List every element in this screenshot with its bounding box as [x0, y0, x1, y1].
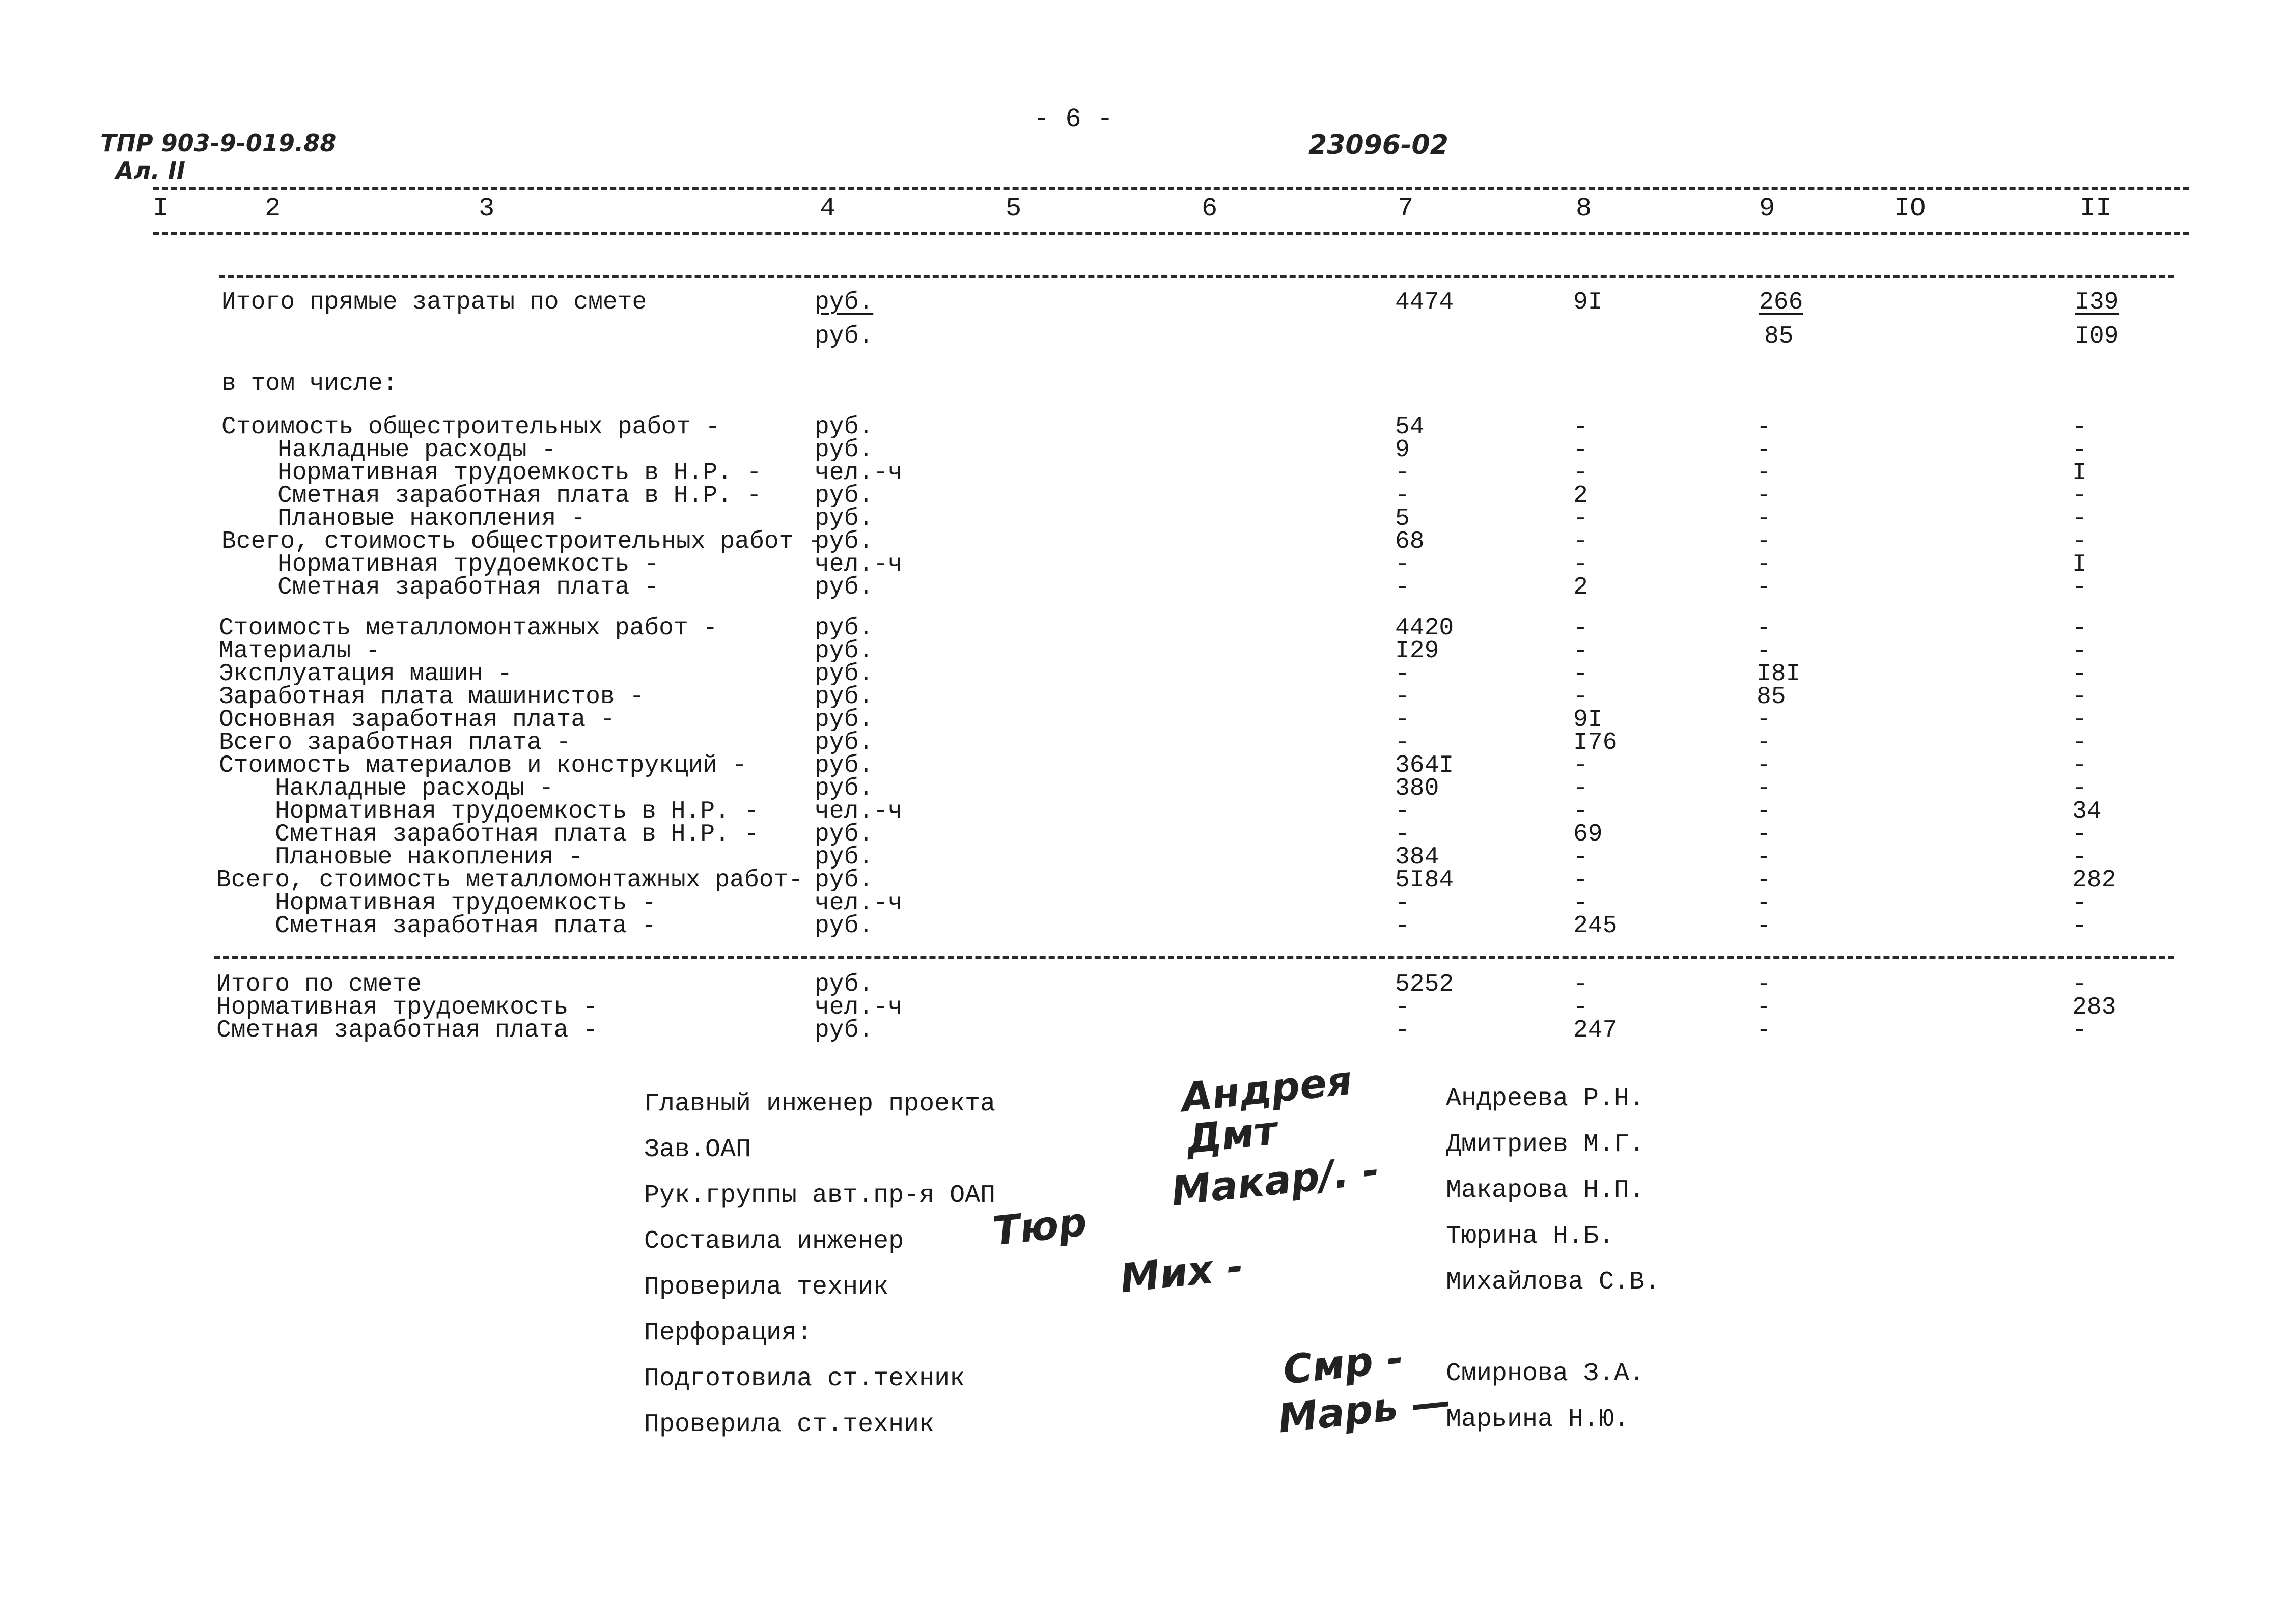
row-col9: 85 — [1757, 683, 1786, 711]
column-header-1: I — [153, 193, 169, 223]
row-col11: - — [2072, 683, 2087, 711]
row-unit: руб. — [815, 866, 874, 894]
row-col7: - — [1395, 706, 1410, 734]
row-label: Стоимость материалов и конструкций - — [219, 752, 747, 779]
totals-col8: - — [1573, 971, 1588, 998]
row-col9: - — [1757, 528, 1771, 555]
row-col11: I — [2072, 551, 2087, 578]
row-col7: 364I — [1395, 752, 1454, 779]
totals-col8: - — [1573, 994, 1588, 1021]
row-unit: чел.-ч — [815, 889, 903, 917]
row-col11: - — [2072, 528, 2087, 555]
row-col9: I8I — [1757, 660, 1801, 688]
row-unit: руб. — [815, 821, 874, 848]
row-col11: - — [2072, 752, 2087, 779]
row-col7: - — [1395, 912, 1410, 940]
row-col8: - — [1573, 752, 1588, 779]
row-unit: руб. — [815, 482, 874, 510]
row-col7: 9 — [1395, 436, 1410, 464]
row-col11: - — [2072, 505, 2087, 533]
row-label: Эксплуатация машин - — [219, 660, 513, 688]
direct-costs-label: Итого прямые затраты по смете — [221, 289, 647, 316]
column-header-11: II — [2080, 193, 2112, 223]
signature-role: Подготовила ст.техник — [644, 1364, 965, 1393]
row-label: Накладные расходы - — [277, 436, 556, 464]
direct-costs-col11-top: I39 — [2075, 289, 2119, 316]
row-col11: - — [2072, 614, 2087, 642]
row-label: Плановые накопления - — [277, 505, 586, 533]
row-label: Сметная заработная плата в Н.Р. - — [275, 821, 759, 848]
totals-col9: - — [1757, 1017, 1771, 1044]
row-col7: - — [1395, 729, 1410, 757]
row-col9: - — [1757, 729, 1771, 757]
signatory-name: Макарова Н.П. — [1446, 1176, 1645, 1205]
row-unit: руб. — [815, 614, 874, 642]
row-col9: - — [1757, 844, 1771, 871]
column-header-5: 5 — [1006, 193, 1022, 223]
signatory-name: Дмитриев М.Г. — [1446, 1130, 1645, 1159]
direct-costs-col8: 9I — [1573, 289, 1603, 316]
signature-role: Зав.ОАП — [644, 1135, 751, 1164]
section-rule — [219, 275, 2174, 278]
signature-role: Составила инженер — [644, 1227, 904, 1256]
column-header-3: 3 — [479, 193, 495, 223]
row-col11: 282 — [2072, 866, 2116, 894]
totals-col11: - — [2072, 971, 2087, 998]
row-col11: - — [2072, 436, 2087, 464]
totals-label: Нормативная трудоемкость - — [216, 994, 598, 1021]
signature-role: Рук.группы авт.пр-я ОАП — [644, 1181, 996, 1210]
row-label: Плановые накопления - — [275, 844, 583, 871]
row-col9: - — [1757, 912, 1771, 940]
row-col11: - — [2072, 912, 2087, 940]
row-col11: - — [2072, 844, 2087, 871]
row-col8: - — [1573, 866, 1588, 894]
row-col8: - — [1573, 637, 1588, 665]
totals-col7: - — [1395, 994, 1410, 1021]
totals-rule — [214, 956, 2174, 959]
handwritten-signature: Тюр — [990, 1199, 1090, 1255]
row-col9: - — [1757, 505, 1771, 533]
row-label: Нормативная трудоемкость - — [277, 551, 659, 578]
row-unit: руб. — [815, 912, 874, 940]
signatory-name: Смирнова З.А. — [1446, 1359, 1645, 1388]
row-col11: - — [2072, 729, 2087, 757]
row-col7: - — [1395, 574, 1410, 601]
row-unit: руб. — [815, 637, 874, 665]
direct-costs-col9-bottom: 85 — [1764, 323, 1794, 350]
row-col9: - — [1757, 637, 1771, 665]
row-col8: - — [1573, 459, 1588, 487]
row-col7: - — [1395, 551, 1410, 578]
row-unit: руб. — [815, 683, 874, 711]
row-col7: 68 — [1395, 528, 1425, 555]
row-col11: - — [2072, 413, 2087, 441]
direct-costs-col9-top: 266 — [1759, 289, 1803, 316]
column-header-9: 9 — [1759, 193, 1775, 223]
row-col11: - — [2072, 637, 2087, 665]
row-col7: - — [1395, 482, 1410, 510]
row-col8: 2 — [1573, 482, 1588, 510]
column-header-10: IO — [1894, 193, 1926, 223]
row-col8: - — [1573, 436, 1588, 464]
row-col7: - — [1395, 660, 1410, 688]
row-label: Стоимость общестроительных работ - — [221, 413, 720, 441]
row-col8: 245 — [1573, 912, 1618, 940]
direct-costs-unit-top: руб. — [815, 289, 874, 316]
row-col9: - — [1757, 436, 1771, 464]
stamp-number: 23096-02 — [1308, 130, 1448, 160]
row-col8: I76 — [1573, 729, 1618, 757]
row-col7: 4420 — [1395, 614, 1454, 642]
column-header-8: 8 — [1576, 193, 1592, 223]
handwritten-signature: Смр - — [1280, 1335, 1406, 1394]
row-col7: 5I84 — [1395, 866, 1454, 894]
row-col11: 34 — [2072, 798, 2102, 825]
row-unit: руб. — [815, 528, 874, 555]
row-unit: руб. — [815, 706, 874, 734]
row-col11: - — [2072, 574, 2087, 601]
row-col7: 384 — [1395, 844, 1439, 871]
row-label: Стоимость металломонтажных работ - — [219, 614, 718, 642]
row-unit: руб. — [815, 844, 874, 871]
row-label: Всего заработная плата - — [219, 729, 571, 757]
row-label: Сметная заработная плата в Н.Р. - — [277, 482, 762, 510]
row-col11: - — [2072, 660, 2087, 688]
row-col8: - — [1573, 889, 1588, 917]
row-col8: - — [1573, 614, 1588, 642]
row-col9: - — [1757, 866, 1771, 894]
row-col8: 69 — [1573, 821, 1603, 848]
row-col7: 380 — [1395, 775, 1439, 802]
row-label: Нормативная трудоемкость в Н.Р. - — [277, 459, 762, 487]
row-col11: - — [2072, 482, 2087, 510]
including-label: в том числе: — [221, 370, 398, 398]
row-col8: - — [1573, 844, 1588, 871]
row-col9: - — [1757, 798, 1771, 825]
row-unit: чел.-ч — [815, 798, 903, 825]
row-col7: - — [1395, 683, 1410, 711]
totals-col9: - — [1757, 994, 1771, 1021]
signature-role: Проверила ст.техник — [644, 1410, 935, 1439]
row-col8: 2 — [1573, 574, 1588, 601]
totals-col11: 283 — [2072, 994, 2116, 1021]
row-col7: - — [1395, 459, 1410, 487]
row-col9: - — [1757, 889, 1771, 917]
totals-col11: - — [2072, 1017, 2087, 1044]
row-col8: - — [1573, 413, 1588, 441]
totals-label: Сметная заработная плата - — [216, 1017, 598, 1044]
row-unit: чел.-ч — [815, 551, 903, 578]
page-number: - 6 - — [1034, 104, 1113, 134]
row-col7: 5 — [1395, 505, 1410, 533]
totals-col7: - — [1395, 1017, 1410, 1044]
row-col9: - — [1757, 775, 1771, 802]
row-label: Всего, стоимость металломонтажных работ- — [216, 866, 803, 894]
row-unit: руб. — [815, 574, 874, 601]
row-unit: руб. — [815, 436, 874, 464]
row-col9: - — [1757, 706, 1771, 734]
signatory-name: Тюрина Н.Б. — [1446, 1222, 1614, 1251]
row-label: Сметная заработная плата - — [275, 912, 656, 940]
row-col7: - — [1395, 821, 1410, 848]
handwritten-signature: Мих - — [1118, 1243, 1246, 1302]
row-col7: - — [1395, 798, 1410, 825]
column-header-2: 2 — [265, 193, 281, 223]
row-col9: - — [1757, 574, 1771, 601]
row-col9: - — [1757, 551, 1771, 578]
row-col7: - — [1395, 889, 1410, 917]
row-col11: - — [2072, 706, 2087, 734]
handwritten-signature: Дмт — [1184, 1107, 1279, 1163]
row-col8: - — [1573, 551, 1588, 578]
totals-label: Итого по смете — [216, 971, 422, 998]
row-col11: - — [2072, 821, 2087, 848]
handwritten-signature: Марь — — [1276, 1378, 1454, 1442]
row-col9: - — [1757, 413, 1771, 441]
row-label: Заработная плата машинистов - — [219, 683, 645, 711]
row-col9: - — [1757, 459, 1771, 487]
direct-costs-col7: 4474 — [1395, 289, 1454, 316]
signature-role: Перфорация: — [644, 1319, 813, 1348]
row-col9: - — [1757, 752, 1771, 779]
row-col8: - — [1573, 683, 1588, 711]
row-label: Всего, стоимость общестроительных работ - — [221, 528, 823, 555]
totals-unit: руб. — [815, 1017, 874, 1044]
row-col8: 9I — [1573, 706, 1603, 734]
direct-costs-unit-bottom: руб. — [815, 323, 874, 350]
totals-col7: 5252 — [1395, 971, 1454, 998]
album-number: Ал. II — [116, 157, 186, 184]
row-unit: руб. — [815, 729, 874, 757]
signatory-name: Андреева Р.Н. — [1446, 1084, 1645, 1113]
signature-role: Главный инженер проекта — [644, 1089, 996, 1118]
row-col9: - — [1757, 482, 1771, 510]
signatory-name: Марьина Н.Ю. — [1446, 1405, 1630, 1434]
row-label: Нормативная трудоемкость в Н.Р. - — [275, 798, 759, 825]
row-col9: - — [1757, 821, 1771, 848]
row-unit: руб. — [815, 413, 874, 441]
header-rule-top — [153, 187, 2189, 190]
row-label: Материалы - — [219, 637, 380, 665]
row-col8: - — [1573, 660, 1588, 688]
row-unit: чел.-ч — [815, 459, 903, 487]
row-col8: - — [1573, 528, 1588, 555]
totals-col8: 247 — [1573, 1017, 1618, 1044]
row-label: Основная заработная плата - — [219, 706, 615, 734]
column-header-7: 7 — [1398, 193, 1414, 223]
row-label: Сметная заработная плата - — [277, 574, 659, 601]
row-unit: руб. — [815, 775, 874, 802]
document-code: ТПР 903-9-019.88 Ал. II — [100, 129, 337, 184]
totals-col9: - — [1757, 971, 1771, 998]
row-col7: I29 — [1395, 637, 1439, 665]
column-header-4: 4 — [820, 193, 836, 223]
row-col8: - — [1573, 798, 1588, 825]
row-col11: - — [2072, 889, 2087, 917]
row-col11: I — [2072, 459, 2087, 487]
signatory-name: Михайлова С.В. — [1446, 1268, 1660, 1297]
totals-unit: руб. — [815, 971, 874, 998]
row-unit: руб. — [815, 752, 874, 779]
header-rule-bottom — [153, 232, 2189, 235]
row-label: Накладные расходы - — [275, 775, 554, 802]
row-unit: руб. — [815, 505, 874, 533]
direct-costs-col11-bottom: I09 — [2075, 323, 2119, 350]
row-col8: - — [1573, 775, 1588, 802]
totals-unit: чел.-ч — [815, 994, 903, 1021]
row-col7: 54 — [1395, 413, 1425, 441]
signature-role: Проверила техник — [644, 1273, 889, 1302]
row-col9: - — [1757, 614, 1771, 642]
row-col8: - — [1573, 505, 1588, 533]
row-label: Нормативная трудоемкость - — [275, 889, 656, 917]
handwritten-signature: Андрея — [1179, 1057, 1354, 1122]
row-unit: руб. — [815, 660, 874, 688]
handwritten-signature: Макар/. - — [1169, 1147, 1381, 1215]
row-col11: - — [2072, 775, 2087, 802]
column-header-6: 6 — [1202, 193, 1218, 223]
